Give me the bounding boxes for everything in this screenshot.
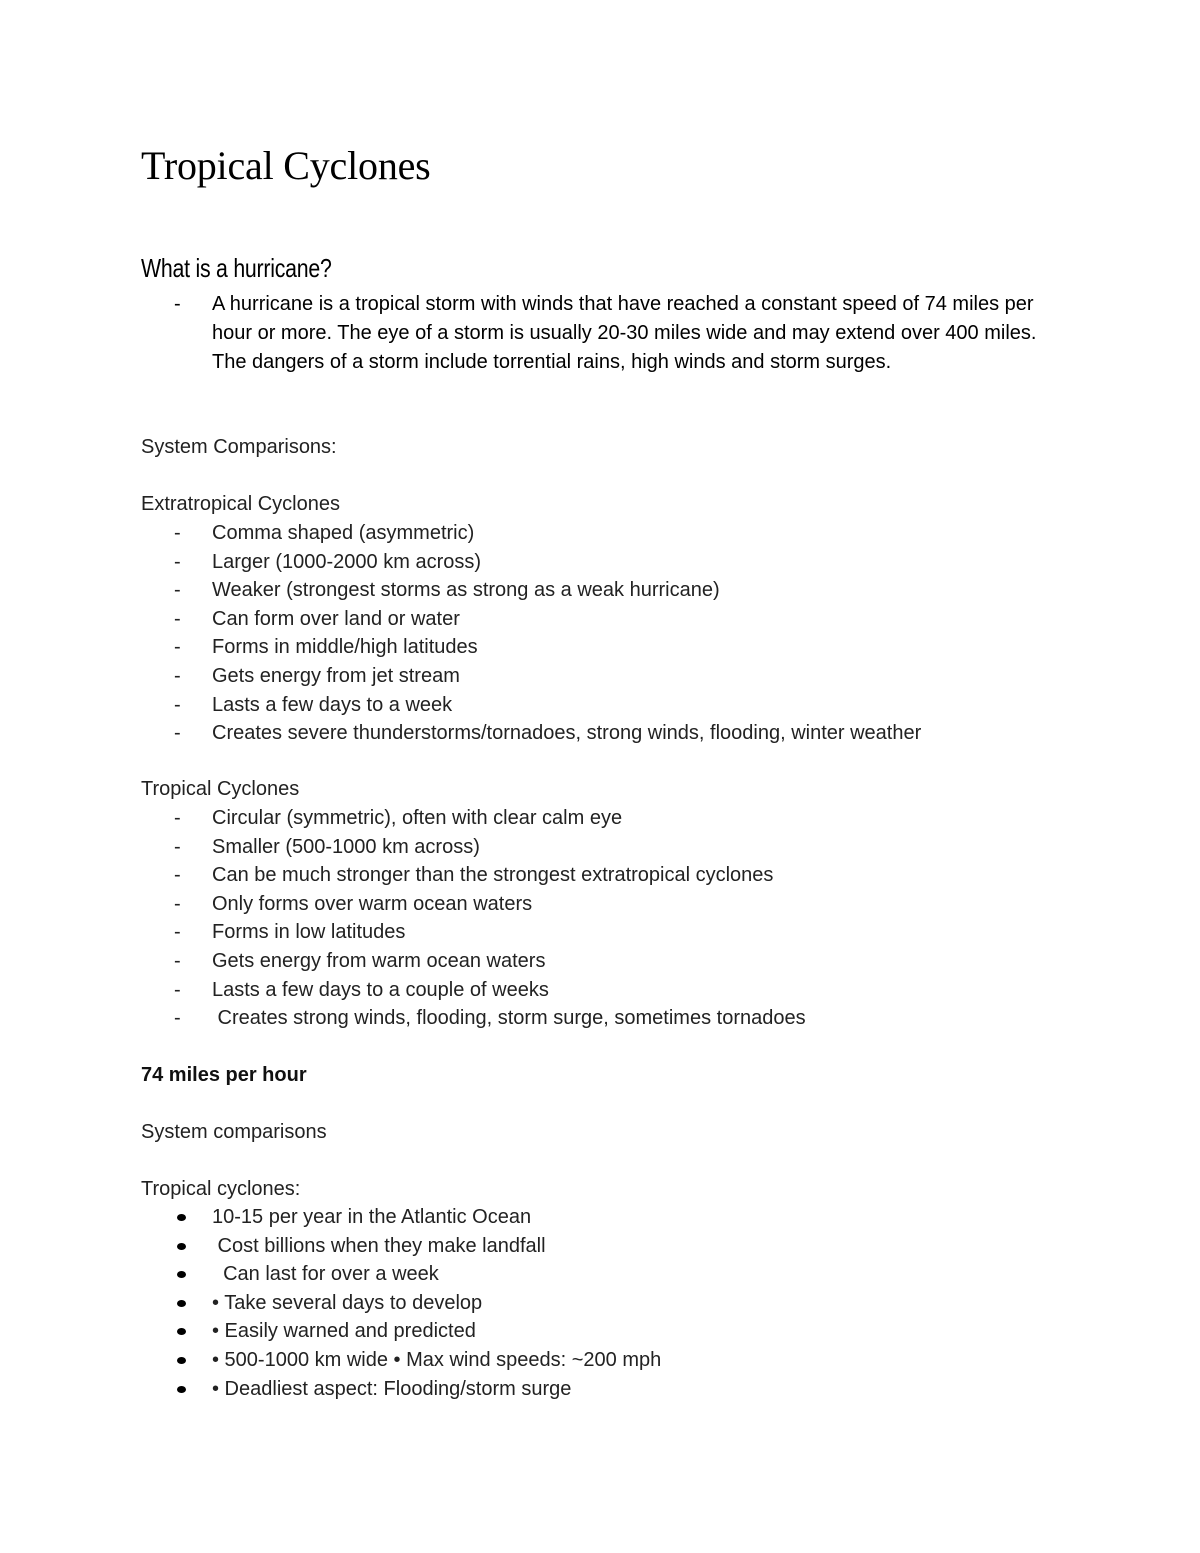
list-item-text: Creates strong winds, flooding, storm surge, sometimes tornadoes <box>212 1007 806 1030</box>
list-item <box>141 605 1061 634</box>
list-item-text: Cost billions when they make landfall <box>212 1234 546 1257</box>
speed-note: 74 miles per hour <box>141 1064 307 1086</box>
list-item <box>141 519 1061 548</box>
system-comparisons-label-2: System comparisons <box>141 1121 327 1143</box>
dash-marker: - <box>174 949 181 972</box>
bullet-dot-icon <box>177 1386 186 1393</box>
dash-marker: - <box>174 579 181 602</box>
list-item <box>141 890 1061 919</box>
list-item <box>141 1004 1061 1033</box>
list-item-text: • Take several days to develop <box>212 1291 483 1314</box>
list-item-text: • 500-1000 km wide • Max wind speeds: ~200 mph <box>212 1348 662 1371</box>
bullet-dot-icon <box>177 1328 186 1335</box>
list-item <box>141 548 1061 577</box>
dash-marker: - <box>174 550 181 573</box>
list-item-text: Lasts a few days to a couple of weeks <box>212 978 549 1001</box>
list-item <box>141 833 1061 862</box>
extratropical-label: Extratropical Cyclones <box>141 493 340 515</box>
list-item <box>141 1232 1061 1261</box>
list-item <box>141 633 1061 662</box>
list-item <box>141 861 1061 890</box>
list-item <box>141 1203 1061 1232</box>
dash-marker: - <box>174 636 181 659</box>
list-item-text: 10-15 per year in the Atlantic Ocean <box>212 1206 532 1228</box>
list-item-text: Gets energy from warm ocean waters <box>212 949 546 972</box>
extratropical-list <box>141 519 1061 748</box>
list-item-text: Only forms over warm ocean waters <box>212 892 533 915</box>
dash-marker: - <box>174 664 181 687</box>
list-item-text: Larger (1000-2000 km across) <box>212 550 482 573</box>
dash-marker: - <box>174 864 181 887</box>
section-heading-hurricane: What is a hurricane? <box>141 253 332 283</box>
dash-marker: - <box>174 978 181 1001</box>
list-item-text: Forms in low latitudes <box>212 921 406 944</box>
list-item-text: Can last for over a week <box>212 1263 439 1286</box>
tropical-list <box>141 804 1061 1033</box>
bullet-dot-icon <box>177 1357 186 1364</box>
dash-marker: - <box>174 807 181 829</box>
list-item <box>141 947 1061 976</box>
list-item <box>141 1260 1061 1289</box>
list-item <box>141 662 1061 691</box>
dash-marker: - <box>174 835 181 858</box>
hurricane-definition-text: A hurricane is a tropical storm with winds that have reached a constant speed of 74 miles per hour or more. The eye of a storm is usually 20-30 miles wide and may extend over 400 miles. The dangers of a storm include torrential rains, high winds and storm surges. <box>212 293 1037 373</box>
dash-marker: - <box>174 892 181 915</box>
list-item-text: Can be much stronger than the strongest extratropical cyclones <box>212 864 774 887</box>
dash-marker: - <box>174 522 181 544</box>
bullet-dot-icon <box>177 1271 186 1278</box>
list-item <box>141 976 1061 1005</box>
list-item <box>141 1375 1061 1404</box>
tropical-label: Tropical Cyclones <box>141 778 300 800</box>
bullet-dot-icon <box>177 1243 186 1250</box>
dash-marker: - <box>174 693 181 716</box>
list-item-text: Comma shaped (asymmetric) <box>212 522 475 544</box>
tropical-cyclones-facts-label: Tropical cyclones: <box>141 1178 301 1200</box>
list-item-text: Lasts a few days to a week <box>212 693 453 716</box>
bullet-dot-icon <box>177 1214 186 1221</box>
tropical-cyclones-facts-list <box>141 1203 1061 1403</box>
list-item-text: • Easily warned and predicted <box>212 1320 476 1343</box>
list-item <box>141 1346 1061 1375</box>
document-title: Tropical Cyclones <box>141 143 431 188</box>
list-item-text: Circular (symmetric), often with clear calm eye <box>212 807 623 829</box>
list-item-text: Smaller (500-1000 km across) <box>212 835 480 858</box>
hurricane-definition-list <box>141 290 1061 377</box>
list-item <box>141 691 1061 720</box>
list-item-text: Weaker (strongest storms as strong as a weak hurricane) <box>212 579 720 602</box>
list-item-text: Gets energy from jet stream <box>212 664 460 687</box>
list-item-text: • Deadliest aspect: Flooding/storm surge <box>212 1377 572 1400</box>
list-item <box>141 719 1061 748</box>
list-item <box>141 290 1061 377</box>
list-item-text: Forms in middle/high latitudes <box>212 636 478 659</box>
dash-marker: - <box>174 722 181 745</box>
system-comparisons-label: System Comparisons: <box>141 436 337 458</box>
list-item <box>141 804 1061 833</box>
list-item <box>141 576 1061 605</box>
list-item-text: Creates severe thunderstorms/tornadoes, strong winds, flooding, winter weather <box>212 722 922 745</box>
dash-marker: - <box>174 921 181 944</box>
list-item-text: Can form over land or water <box>212 607 460 630</box>
bullet-dot-icon <box>177 1300 186 1307</box>
dash-marker: - <box>174 1007 181 1030</box>
dash-marker: - <box>174 293 181 315</box>
dash-marker: - <box>174 607 181 630</box>
list-item <box>141 1317 1061 1346</box>
list-item <box>141 918 1061 947</box>
list-item <box>141 1289 1061 1318</box>
